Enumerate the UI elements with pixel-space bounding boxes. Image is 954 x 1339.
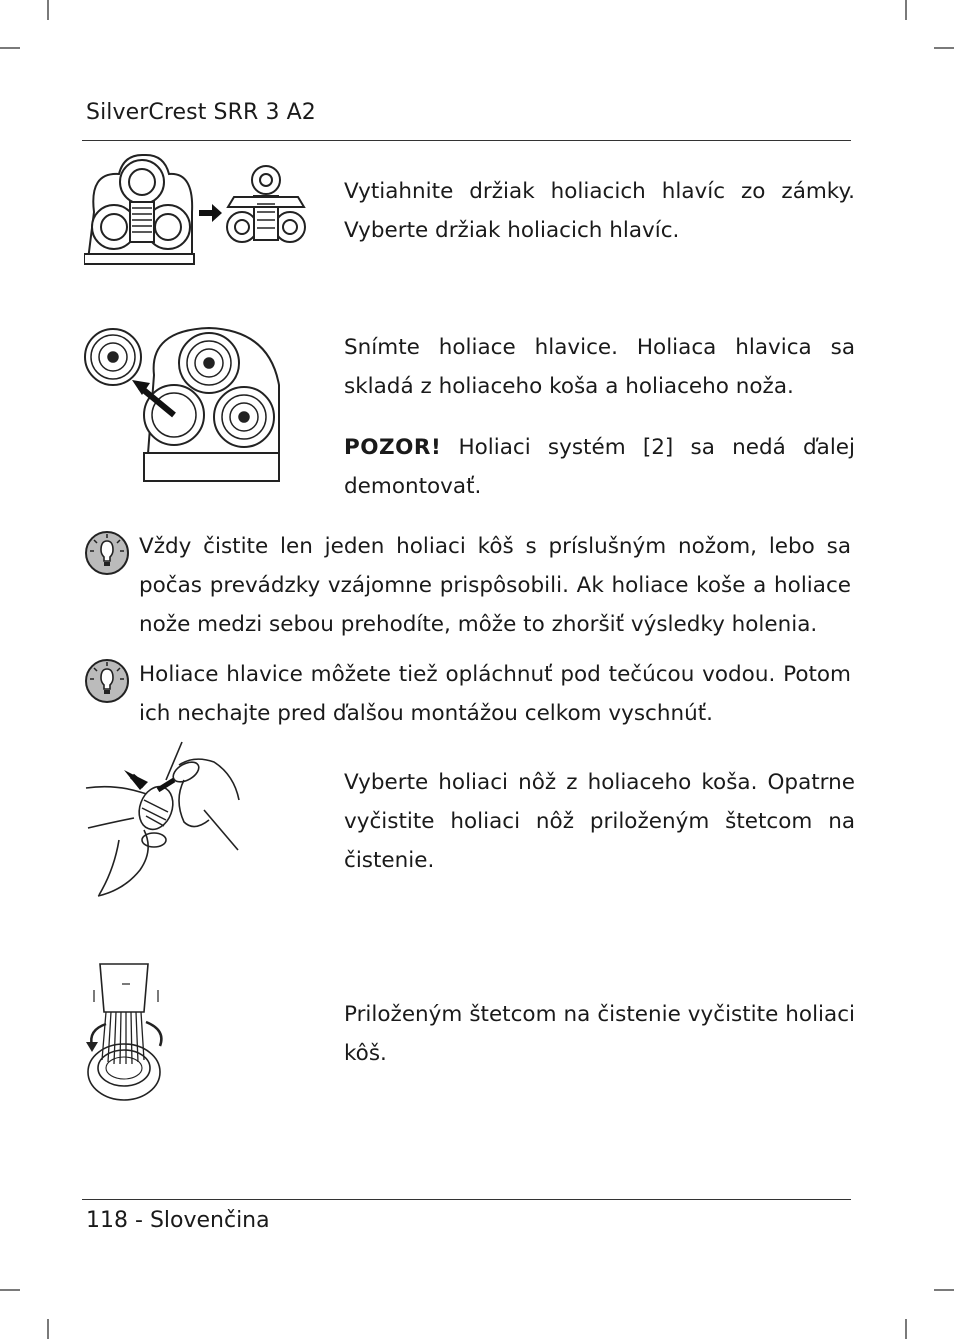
brush-cleaning-cap-illustration xyxy=(84,960,174,1105)
page-footer xyxy=(86,1208,270,1233)
page-header-title: SilverCrest SRR 3 A2 xyxy=(86,100,316,125)
step-4-text: Priloženým štetcom na čistenie vyčistite holiaci kôš. xyxy=(344,1002,855,1066)
step-2-text: Snímte holiace hlavice. Holiaca hlavica sa skladá z holiaceho koša a holiaceho noža. xyxy=(344,335,855,399)
crop-mark xyxy=(905,1319,907,1339)
tip-2-text: Holiace hlavice môžete tiež opláchnuť pod tečúcou vodou. Potom ich nechajte pred ďalšou montážou celkom vyschnúť. xyxy=(139,662,851,726)
shaving-heads-removal-illustration xyxy=(84,325,284,483)
page-number: 118 xyxy=(86,1208,128,1233)
crop-mark xyxy=(934,47,954,49)
warning-label: POZOR! xyxy=(344,435,442,460)
crop-mark xyxy=(47,0,49,20)
footer-language: Slovenčina xyxy=(149,1208,270,1233)
step-1-text: Vytiahnite držiak holiacich hlavíc zo zámky. Vyberte držiak holiacich hlavíc. xyxy=(344,179,855,243)
crop-mark xyxy=(905,0,907,20)
blade-cleaning-hands-illustration xyxy=(84,740,244,900)
footer-separator: - xyxy=(128,1208,150,1233)
crop-mark xyxy=(934,1289,954,1291)
shaving-head-holder-removal-illustration xyxy=(84,152,314,267)
header-rule xyxy=(82,140,851,141)
tip-1-text: Vždy čistite len jeden holiaci kôš s príslušným nožom, lebo sa počas prevádzky vzájomne prispôsobili. Ak holiace koše a holiace nože medzi sebou prehodíte, môže to zhoršiť výsledky holenia. xyxy=(139,534,851,637)
step-3-text: Vyberte holiaci nôž z holiaceho koša. Opatrne vyčistite holiaci nôž priloženým štetcom na čistenie. xyxy=(344,770,855,873)
crop-mark xyxy=(0,47,20,49)
lightbulb-tip-icon xyxy=(84,530,130,576)
crop-mark xyxy=(47,1319,49,1339)
lightbulb-tip-icon xyxy=(84,658,130,704)
step-2-warning xyxy=(344,428,855,506)
footer-rule xyxy=(82,1199,851,1200)
warning-text: Holiaci systém [2] sa nedá ďalej demontovať. xyxy=(344,435,855,499)
crop-mark xyxy=(0,1289,20,1291)
